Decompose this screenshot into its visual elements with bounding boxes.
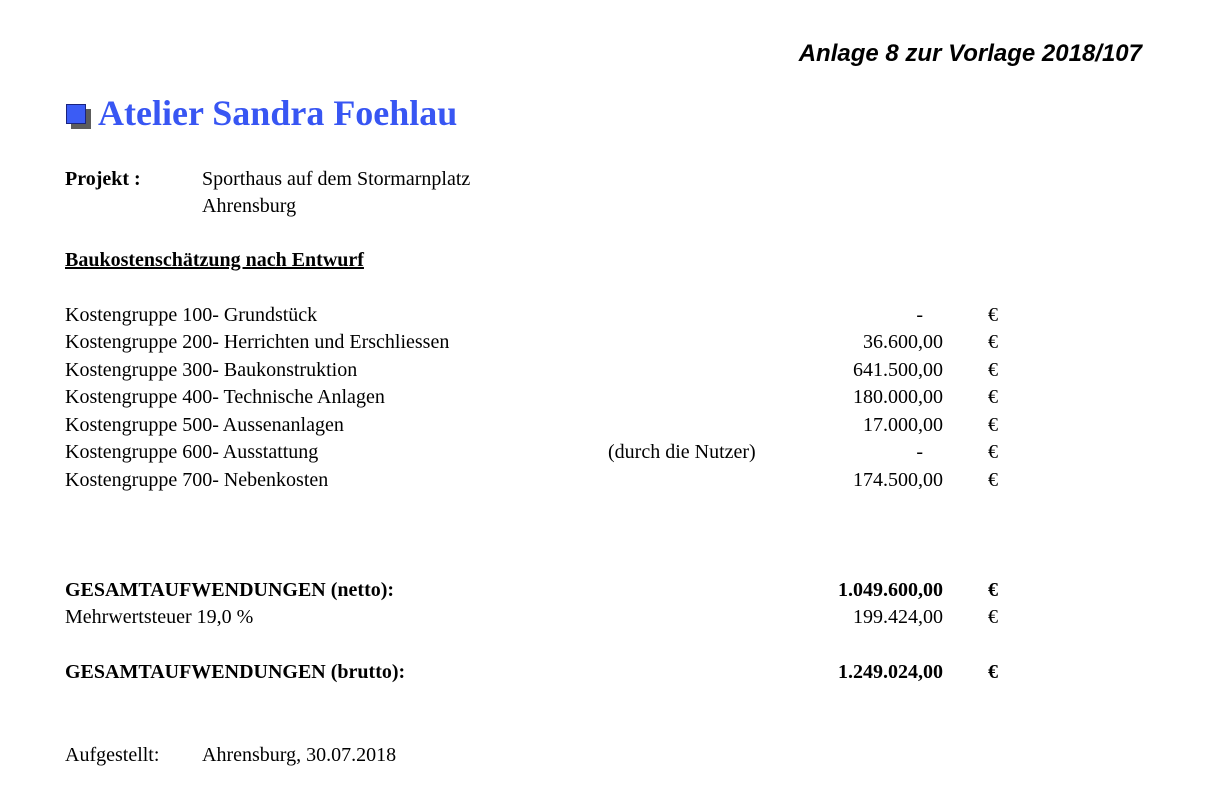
cost-row-currency: € — [988, 304, 998, 326]
prepared-label: Aufgestellt: — [65, 744, 160, 766]
cost-row-label: Kostengruppe 700- Nebenkosten — [65, 469, 329, 491]
cost-row-note: (durch die Nutzer) — [608, 441, 756, 463]
project-label: Projekt : — [65, 168, 141, 190]
cost-row-currency: € — [988, 414, 998, 436]
cost-row-label: Kostengruppe 600- Ausstattung — [65, 441, 319, 463]
vat-amount: 199.424,00 — [853, 606, 943, 628]
cost-row-label: Kostengruppe 100- Grundstück — [65, 304, 318, 326]
total-brutto-row — [0, 659, 1205, 686]
blue-square-icon — [66, 104, 92, 130]
project-location: Ahrensburg — [202, 195, 297, 217]
cost-row — [0, 412, 1205, 439]
cost-row-amount: 641.500,00 — [853, 359, 943, 381]
vat-label: Mehrwertsteuer 19,0 % — [65, 606, 254, 628]
cost-row-currency: € — [988, 386, 998, 408]
total-netto-label: GESAMTAUFWENDUNGEN (netto): — [65, 579, 395, 601]
attachment-reference: Anlage 8 zur Vorlage 2018/107 — [798, 40, 1142, 67]
total-brutto-currency: € — [988, 661, 998, 683]
vat-currency: € — [988, 606, 998, 628]
cost-row-amount: 36.600,00 — [863, 331, 943, 353]
cost-row-currency: € — [988, 359, 998, 381]
cost-row-currency: € — [988, 441, 998, 463]
cost-row — [0, 439, 1205, 466]
cost-row — [0, 357, 1205, 384]
cost-row-amount: 17.000,00 — [863, 414, 943, 436]
total-brutto-label: GESAMTAUFWENDUNGEN (brutto): — [65, 661, 406, 683]
cost-row-label: Kostengruppe 200- Herrichten und Erschliessen — [65, 331, 450, 353]
cost-row — [0, 384, 1205, 411]
section-title: Baukostenschätzung nach Entwurf — [65, 249, 364, 271]
cost-row-amount: 180.000,00 — [853, 386, 943, 408]
cost-row-currency: € — [988, 469, 998, 491]
cost-row — [0, 302, 1205, 329]
vat-row — [0, 604, 1205, 631]
cost-row — [0, 467, 1205, 494]
company-name: Atelier Sandra Foehlau — [98, 93, 458, 133]
total-brutto-amount: 1.249.024,00 — [838, 661, 943, 683]
cost-row-currency: € — [988, 331, 998, 353]
cost-row-amount: - — [916, 441, 923, 463]
cost-row-amount: 174.500,00 — [853, 469, 943, 491]
total-netto-row — [0, 577, 1205, 604]
cost-row-label: Kostengruppe 400- Technische Anlagen — [65, 386, 385, 408]
project-name: Sporthaus auf dem Stormarnplatz — [202, 168, 471, 190]
company-logo — [66, 90, 457, 136]
prepared-place-date: Ahrensburg, 30.07.2018 — [202, 744, 397, 766]
total-netto-amount: 1.049.600,00 — [838, 579, 943, 601]
cost-row-label: Kostengruppe 300- Baukonstruktion — [65, 359, 358, 381]
cost-row — [0, 329, 1205, 356]
cost-row-label: Kostengruppe 500- Aussenanlagen — [65, 414, 344, 436]
cost-row-amount: - — [916, 304, 923, 326]
total-netto-currency: € — [988, 579, 998, 601]
